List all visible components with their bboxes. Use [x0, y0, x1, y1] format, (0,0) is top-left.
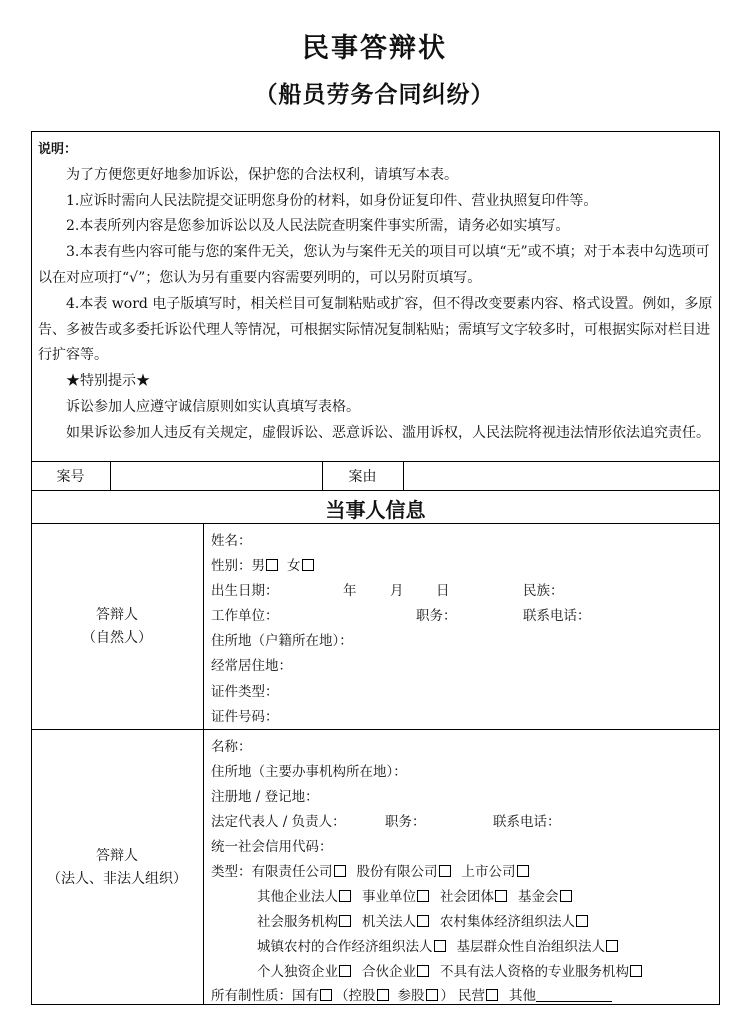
- entity-type-label: 类型：: [211, 864, 252, 880]
- divider: [203, 523, 204, 1004]
- entity-type-row-1: [211, 860, 532, 880]
- male-option: 男: [251, 558, 265, 574]
- type-option: 上市公司: [461, 864, 516, 880]
- ownership-label: 所有制性质：: [211, 988, 292, 1004]
- divider: [31, 490, 720, 491]
- type-checkbox[interactable]: [630, 965, 642, 977]
- type-option: 机关法人: [362, 914, 416, 930]
- holding-checkbox[interactable]: [377, 989, 389, 1001]
- divider: [31, 729, 720, 730]
- type-checkbox[interactable]: [417, 915, 429, 927]
- type-option: 社会服务机构: [257, 914, 338, 930]
- share-option: 参股: [397, 988, 425, 1004]
- other-blank[interactable]: [536, 989, 612, 1002]
- natural-person-label-line1: 答辩人: [96, 607, 138, 623]
- type-option: 城镇农村的合作经济组织法人: [257, 939, 433, 955]
- type-checkbox[interactable]: [439, 865, 451, 877]
- position-field[interactable]: 职务：: [416, 608, 457, 624]
- instructions: [38, 137, 714, 447]
- natural-person-label: [31, 604, 203, 650]
- type-checkbox[interactable]: [576, 915, 588, 927]
- instruction-intro: 为了方便您更好地参加诉讼，保护您的合法权利，请填写本表。: [66, 166, 458, 183]
- name-field[interactable]: 姓名：: [211, 533, 252, 549]
- private-checkbox[interactable]: [486, 989, 498, 1001]
- divider: [31, 523, 720, 524]
- private-option: 民营: [458, 988, 485, 1004]
- natural-person-label-line2: （自然人）: [82, 630, 152, 646]
- female-checkbox[interactable]: [302, 559, 314, 571]
- entity-name-field[interactable]: 名称：: [211, 739, 252, 755]
- case-reason-field[interactable]: [404, 462, 719, 489]
- type-option: 合伙企业: [362, 964, 416, 980]
- id-number-field[interactable]: 证件号码：: [211, 709, 279, 725]
- type-option: 农村集体经济组织法人: [440, 914, 575, 930]
- share-checkbox[interactable]: [426, 989, 438, 1001]
- legal-entity-label-line1: 答辩人: [96, 848, 138, 864]
- type-option: 基层群众性自治组织法人: [456, 939, 605, 955]
- entity-rep-field[interactable]: 法定代表人 / 负责人：: [211, 814, 346, 830]
- special-notice-2: 如果诉讼参加人违反有关规定，虚假诉讼、恶意诉讼、滥用诉权，人民法院将视违法情形依法追究责任。: [66, 424, 710, 441]
- type-checkbox[interactable]: [339, 965, 351, 977]
- instruction-4: 4.本表 word 电子版填写时，相关栏目可复制粘贴或扩容，但不得改变要素内容、格式设置。例如，多原告、多被告或多委托诉讼代理人等情况，可根据实际情况复制粘贴；需填写文字较多时，可根据实际对栏目进行扩容等。: [38, 295, 713, 364]
- domicile-field[interactable]: 住所地（户籍所在地）：: [211, 633, 353, 649]
- entity-type-row-4: [257, 935, 621, 955]
- ownership-row: [211, 984, 612, 1004]
- case-number-label: 案号: [56, 469, 85, 485]
- section-title: 当事人信息: [325, 498, 426, 522]
- type-checkbox[interactable]: [495, 890, 507, 902]
- type-checkbox[interactable]: [417, 965, 429, 977]
- type-checkbox[interactable]: [417, 890, 429, 902]
- instruction-1: 1.应诉时需向人民法院提交证明您身份的材料，如身份证复印件、营业执照复印件等。: [66, 192, 598, 209]
- type-option: 其他企业法人: [257, 889, 338, 905]
- legal-entity-label: [31, 845, 203, 891]
- state-owned-option: 国有: [292, 988, 319, 1004]
- type-option: 不具有法人资格的专业服务机构: [440, 964, 629, 980]
- type-checkbox[interactable]: [339, 890, 351, 902]
- male-checkbox[interactable]: [266, 559, 278, 571]
- gender-field[interactable]: [211, 554, 317, 574]
- gender-label: 性别：: [211, 558, 252, 574]
- entity-credit-code-field[interactable]: 统一社会信用代码：: [211, 839, 333, 855]
- birth-month-label: 月: [390, 583, 404, 599]
- case-reason-label: 案由: [348, 469, 377, 485]
- entity-phone-field[interactable]: 联系电话：: [493, 814, 561, 830]
- special-notice-1: 诉讼参加人应遵守诚信原则如实认真填写表格。: [66, 398, 360, 415]
- female-option: 女: [287, 558, 301, 574]
- ethnicity-field[interactable]: 民族：: [523, 583, 564, 599]
- case-number-field[interactable]: [111, 462, 321, 489]
- instruction-3: 3.本表有些内容可能与您的案件无关，您认为与案件无关的项目可以填“无”或不填；对于本表中勾选项可以在对应项打“√”；您认为另有重要内容需要列明的，可以另附页填写。: [38, 244, 710, 286]
- employer-field[interactable]: 工作单位：: [211, 608, 279, 624]
- entity-registered-field[interactable]: 注册地 / 登记地：: [211, 789, 319, 805]
- state-owned-checkbox[interactable]: [320, 989, 332, 1001]
- entity-address-field[interactable]: 住所地（主要办事机构所在地）：: [211, 764, 407, 780]
- holding-option: （控股: [335, 988, 376, 1004]
- instructions-label: 说明：: [38, 142, 78, 157]
- type-option: 基金会: [518, 889, 559, 905]
- type-option: 个人独资企业: [257, 964, 338, 980]
- type-checkbox[interactable]: [339, 915, 351, 927]
- residence-field[interactable]: 经常居住地：: [211, 658, 292, 674]
- other-option: 其他: [509, 988, 536, 1004]
- type-checkbox[interactable]: [517, 865, 529, 877]
- phone-field[interactable]: 联系电话：: [523, 608, 591, 624]
- type-option: 股份有限公司: [356, 864, 438, 880]
- type-option: 事业单位: [362, 889, 416, 905]
- birth-date-label[interactable]: 出生日期：: [211, 583, 279, 599]
- close-paren: ）: [440, 988, 454, 1004]
- type-checkbox[interactable]: [560, 890, 572, 902]
- entity-type-row-3: [257, 910, 591, 930]
- entity-type-row-5: [257, 960, 645, 980]
- document-title: 民事答辩状: [302, 33, 447, 64]
- document-subtitle: （船员劳务合同纠纷）: [254, 82, 495, 108]
- special-notice-heading: ★特别提示★: [66, 373, 150, 390]
- id-type-field[interactable]: 证件类型：: [211, 684, 279, 700]
- type-checkbox[interactable]: [334, 865, 346, 877]
- instruction-2: 2.本表所列内容是您参加诉讼以及人民法院查明案件事实所需，请务必如实填写。: [66, 218, 570, 235]
- birth-year-label: 年: [343, 583, 357, 599]
- birth-day-label: 日: [436, 583, 450, 599]
- entity-type-row-2: [257, 885, 575, 905]
- type-checkbox[interactable]: [434, 940, 446, 952]
- entity-position-field[interactable]: 职务：: [385, 814, 426, 830]
- type-checkbox[interactable]: [606, 940, 618, 952]
- type-option: 有限责任公司: [251, 864, 333, 880]
- type-option: 社会团体: [440, 889, 494, 905]
- legal-entity-label-line2: （法人、非法人组织）: [47, 871, 187, 887]
